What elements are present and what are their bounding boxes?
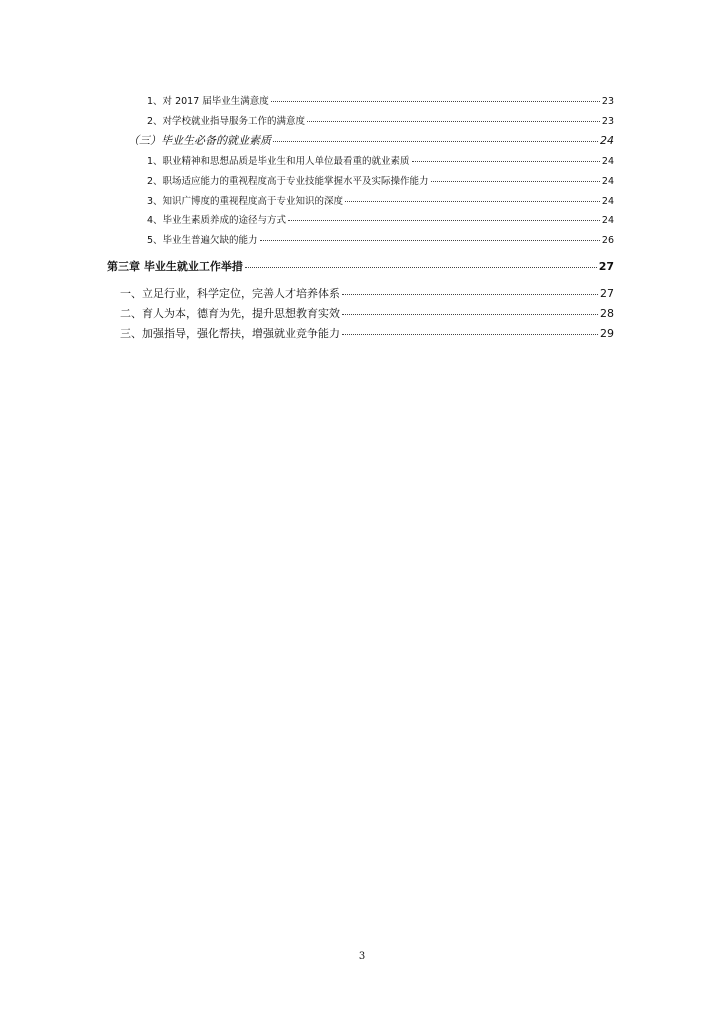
toc-leader: [431, 180, 600, 182]
toc-entry[interactable]: [147, 153, 614, 167]
toc-leader: [342, 313, 598, 315]
toc-entry-title: 1、对 2017 届毕业生满意度: [147, 96, 269, 107]
toc-entry-title: 一、立足行业，科学定位，完善人才培养体系: [120, 287, 340, 300]
toc-leader: [342, 293, 598, 295]
toc-entry-page: 29: [600, 327, 614, 340]
toc-leader: [288, 219, 600, 221]
toc-entry-page: 28: [600, 307, 614, 320]
toc-entry-title: 2、职场适应能力的重视程度高于专业技能掌握水平及实际操作能力: [147, 176, 429, 187]
toc-entry-page: 23: [601, 116, 614, 127]
toc-leader: [271, 100, 600, 102]
toc-leader: [273, 140, 598, 142]
toc-entry[interactable]: [128, 132, 614, 148]
page-number: 3: [358, 951, 366, 962]
toc-entry-page: 24: [601, 196, 614, 207]
toc-leader: [342, 333, 598, 335]
toc-entry[interactable]: [147, 193, 614, 207]
toc-entry-title: 第三章 毕业生就业工作举措: [107, 260, 243, 273]
toc-entry[interactable]: [120, 325, 614, 341]
toc-entry-title: 三、加强指导，强化帮扶，增强就业竞争能力: [120, 327, 340, 340]
toc-entry-title: 5、毕业生普遍欠缺的能力: [147, 235, 258, 246]
toc-entry-title: 4、毕业生素质养成的途径与方式: [147, 215, 287, 226]
toc-entry-page: 27: [598, 260, 614, 273]
toc-entry-page: 24: [601, 156, 614, 167]
toc-entry[interactable]: [147, 93, 614, 107]
toc-entry-page: 24: [601, 215, 614, 226]
toc-entry-page: 27: [600, 287, 614, 300]
toc-entry[interactable]: [147, 212, 614, 226]
toc-leader: [307, 120, 600, 122]
toc-leader: [345, 200, 600, 202]
toc-entry[interactable]: [147, 113, 614, 127]
toc-entry-page: 24: [601, 176, 614, 187]
toc-entry[interactable]: [120, 305, 614, 321]
toc-leader: [412, 160, 600, 162]
toc-leader: [245, 266, 597, 268]
toc-leader: [260, 239, 600, 241]
toc-entry[interactable]: [147, 173, 614, 187]
toc-entry-page: 24: [600, 134, 614, 147]
toc-chapter-entry[interactable]: [107, 258, 614, 274]
toc-entry[interactable]: [120, 285, 614, 301]
toc-entry-page: 23: [601, 96, 614, 107]
toc-entry-title: 二、育人为本，德育为先，提升思想教育实效: [120, 307, 340, 320]
toc-entry-page: 26: [601, 235, 614, 246]
toc-entry-title: 1、职业精神和思想品质是毕业生和用人单位最看重的就业素质: [147, 156, 410, 167]
toc-entry-title: 2、对学校就业指导服务工作的满意度: [147, 116, 306, 127]
toc-entry[interactable]: [147, 232, 614, 246]
toc-entry-title: （三）毕业生必备的就业素质: [128, 134, 271, 147]
toc-entry-title: 3、知识广博度的重视程度高于专业知识的深度: [147, 196, 344, 207]
